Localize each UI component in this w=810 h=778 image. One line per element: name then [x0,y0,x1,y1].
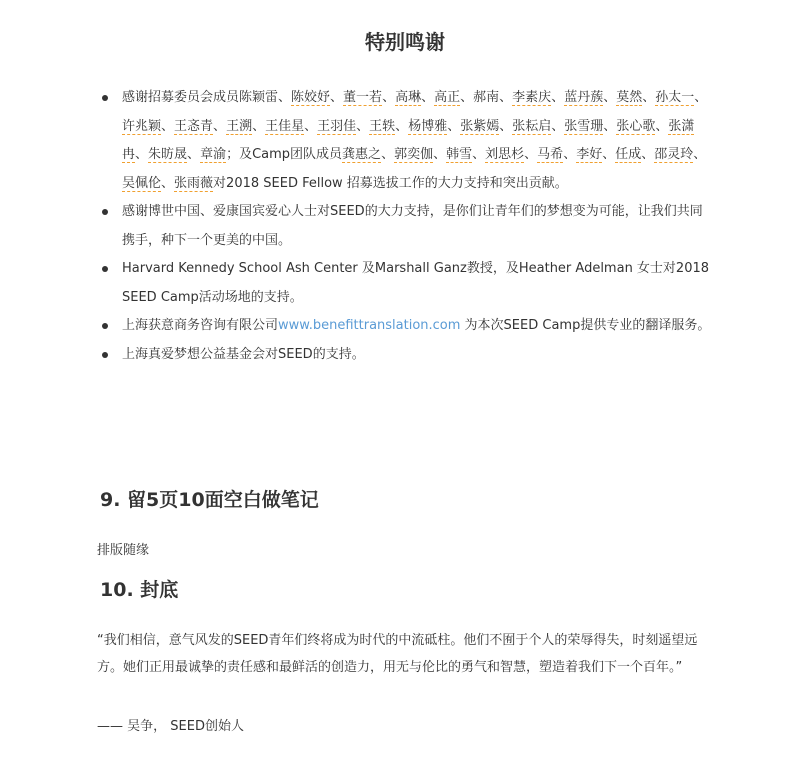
recruitment-suffix: 对2018 SEED Fellow 招募选拔工作的大力支持和突出贡献。 [213,175,568,191]
committee-name: 刘思杉 [485,147,525,162]
committee-name: 蓝丹蔟 [564,90,604,105]
committee-name: 龚惠之 [342,147,382,162]
translation-link[interactable]: www.benefittranslation.com [278,318,461,333]
committee-name: 郭奕伽 [394,147,434,162]
committee-name: 吴佩伦 [122,175,162,191]
translation-prefix: 上海获意商务咨询有限公司 [122,318,279,333]
acknowledgement-item-foundation: 上海真爱梦想公益基金会对SEED的支持。 [97,341,715,370]
committee-name: 董一若 [343,90,383,105]
translation-suffix: 为本次SEED Camp提供专业的翻译服务。 [460,318,711,333]
section-10-heading: 10. 封底 [100,579,179,601]
committee-name: 高琳 [395,90,422,105]
acknowledgement-item-sponsors: 感谢博世中国、爱康国宾爱心人士对SEED的大力支持，是你们让青年们的梦想变为可能，让我们共同携手，种下一个更美的中国。 [97,198,715,255]
committee-name: 王溯 [226,118,253,134]
committee-name: 章渝 [200,147,227,162]
committee-name: 韩雪 [446,147,473,162]
committee-name: 高正 [434,90,461,105]
committee-name: 王佳星 [265,118,305,134]
committee-name: 杨博雅 [408,118,448,134]
section-9-note: 排版随缘 [97,543,150,558]
committee-name: 孙太一 [655,90,695,105]
section-9-heading: 9. 留5页10面空白做笔记 [100,489,319,511]
committee-name: 李好 [576,147,603,162]
page-title: 特别鸣谢 [365,30,445,54]
committee-name: 张耘启 [512,118,552,134]
committee-name: 朱昉晟 [148,147,188,162]
committee-name: 李素庆 [512,90,552,105]
committee-name: 张紫嫣 [460,118,500,134]
name-plain: 郝南 [473,90,500,105]
recruitment-prefix: 感谢招募委员会成员陈颖雷、 [122,90,292,105]
closing-quote: “我们相信，意气风发的SEED青年们终将成为时代的中流砥柱。他们不囿于个人的荣辱得失，时刻遥望远方。她们正用最诚挚的责任感和最鲜活的创造力，用无与伦比的勇气和智慧，塑造着我们下一个百年。” [97,633,698,675]
acknowledgement-item-translation [97,312,715,341]
names-group-b: 李素庆、蓝丹蔟、莫然、孙太一、许兆颖、王忞青、王溯、王佳星、王羽佳、王轶、杨博雅、张紫嫣、张耘启、张雪珊、张心歌、张潇冉、朱昉晟、章渝 [122,90,708,162]
acknowledgement-item-recruitment: 感谢招募委员会成员陈颖雷、陈姣妤、董一若、高琳、高正、郝南、李素庆、蓝丹蔟、莫然、孙太一、许兆颖、王忞青、王溯、王佳星、王羽佳、王轶、杨博雅、张紫嫣、张耘启、张雪珊、张心歌、张潇冉、朱昉晟、章渝；及Camp团队成员龚惠之、郭奕伽、韩雪、刘思杉、马希、李好、任成、邵灵玲、吴佩伦、张雨薇对2018 SEED Fellow 招募选拔工作的大力支持和突出贡献。 [97,84,715,198]
committee-name: 张心歌 [616,118,656,134]
recruitment-middle: ；及Camp团队成员 [226,147,343,162]
committee-name: 莫然 [616,90,643,105]
committee-name: 王轶 [369,118,396,134]
committee-name: 张潇冉 [122,118,695,162]
committee-name: 许兆颖 [122,118,162,134]
committee-name: 王羽佳 [317,118,357,134]
names-group-a: 陈姣妤、董一若、高琳、高正、 [291,90,474,105]
committee-name: 陈姣妤 [291,90,331,105]
quote-signature: —— 吴争， SEED创始人 [97,719,244,734]
committee-name: 张雪珊 [564,118,604,134]
committee-name: 马希 [537,147,564,162]
committee-name: 张雨薇 [174,175,214,191]
committee-name: 任成 [615,147,642,162]
names-group-c: 龚惠之、郭奕伽、韩雪、刘思杉、马希、李好、任成、邵灵玲、吴佩伦、张雨薇 [122,147,707,191]
acknowledgement-list [97,84,715,369]
committee-name: 邵灵玲 [654,147,694,162]
committee-name: 王忞青 [174,118,214,134]
acknowledgement-item-harvard: Harvard Kennedy School Ash Center 及Marshall Ganz教授，及Heather Adelman 女士对2018 SEED Camp活动场地的支持。 [97,255,715,312]
